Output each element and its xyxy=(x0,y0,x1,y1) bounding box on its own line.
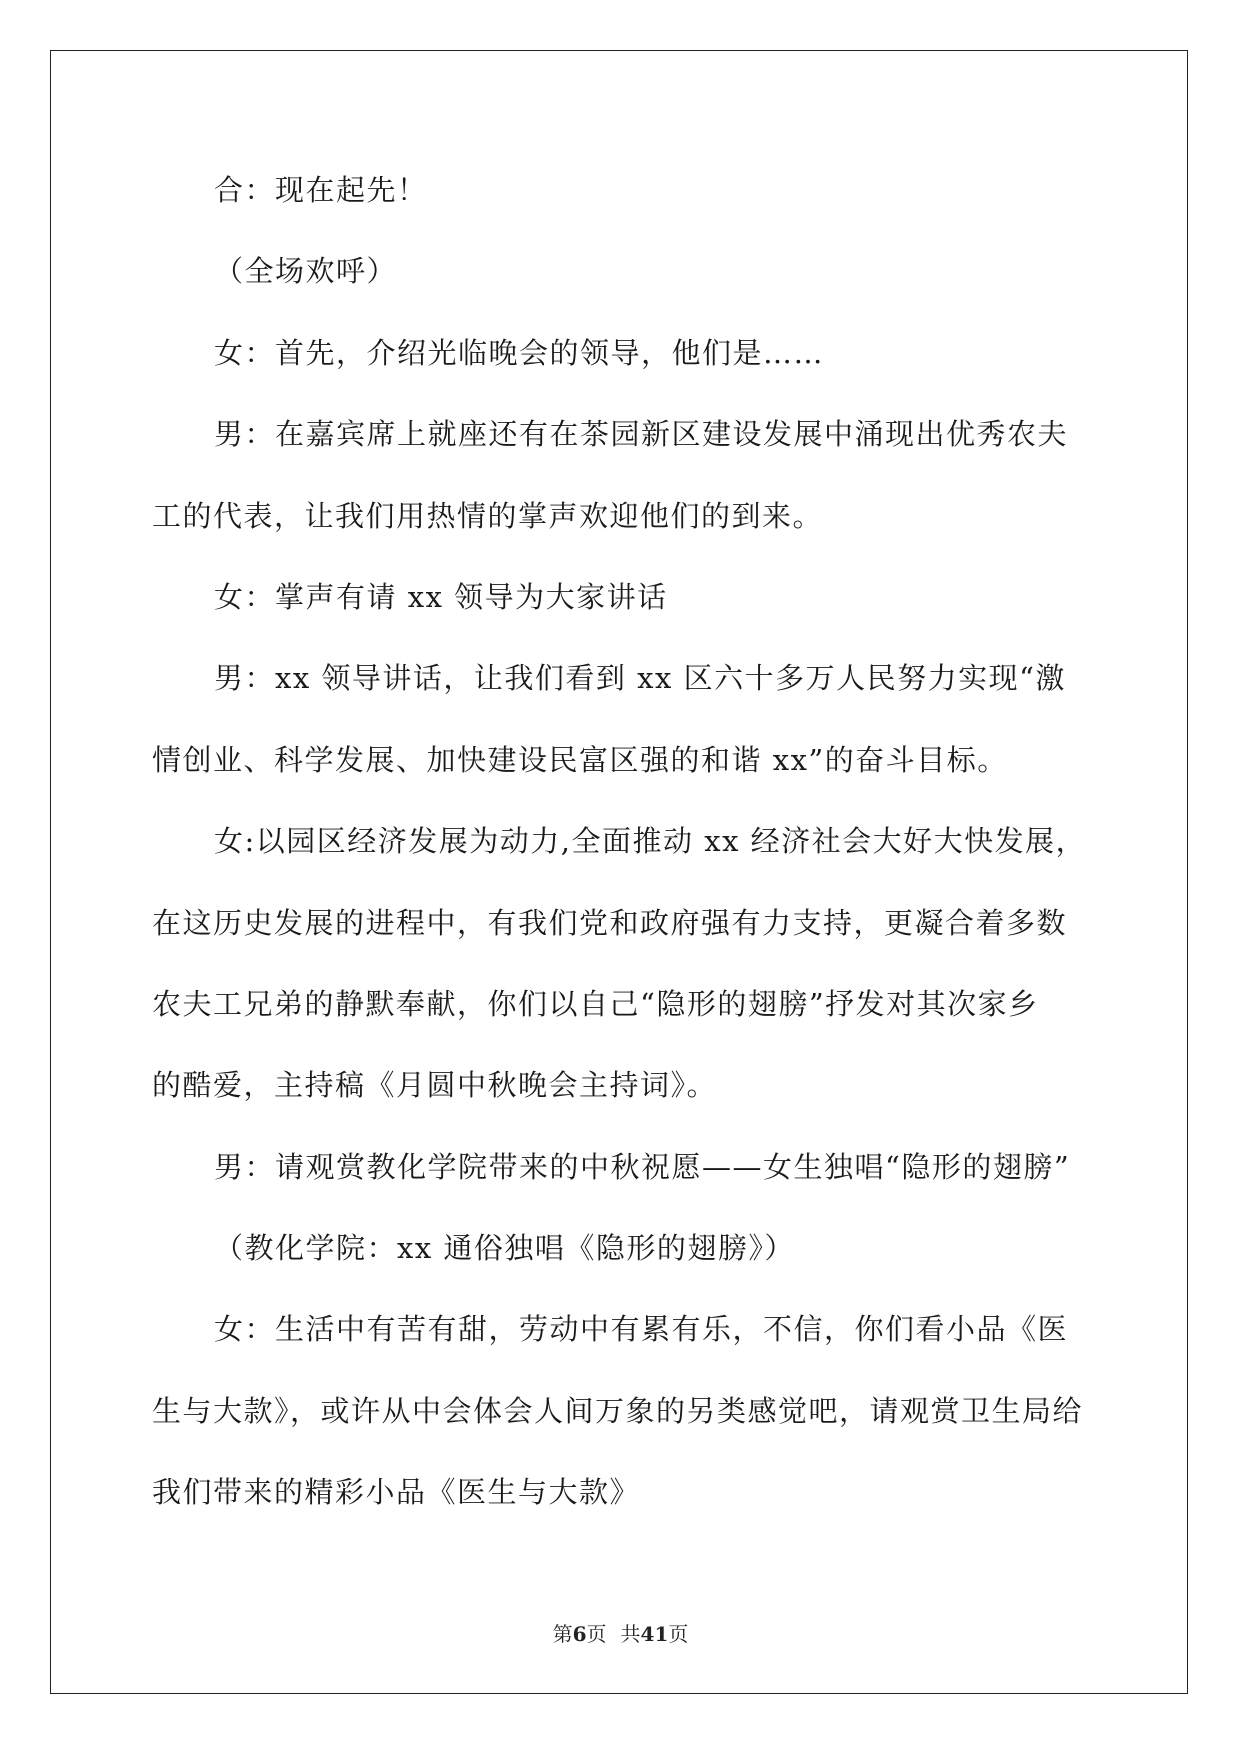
text-line: 男：xx 领导讲话，让我们看到 xx 区六十多万人民努力实现“激 xyxy=(214,661,1066,696)
text-line: 在这历史发展的进程中，有我们党和政府强有力支持，更凝合着多数 xyxy=(152,905,1068,940)
text-line: 生与大款》，或许从中会体会人间万象的另类感觉吧，请观赏卫生局给 xyxy=(152,1393,1084,1428)
text-line: 男：在嘉宾席上就座还有在茶园新区建设发展中涌现出优秀农夫 xyxy=(214,417,1069,452)
footer-total-prefix: 共 xyxy=(620,1622,641,1646)
text-line: 女：掌声有请 xx 领导为大家讲话 xyxy=(214,579,668,614)
text-line: （教化学院：xx 通俗独唱《隐形的翅膀》） xyxy=(214,1231,795,1266)
text-line: 我们带来的精彩小品《医生与大款》 xyxy=(152,1475,641,1510)
footer-prefix: 第 xyxy=(552,1622,573,1646)
text-line: 女：生活中有苦有甜，劳动中有累有乐，不信，你们看小品《医 xyxy=(214,1312,1069,1347)
text-line: 男：请观赏教化学院带来的中秋祝愿——女生独唱“隐形的翅膀” xyxy=(214,1149,1071,1184)
text-line: 情创业、科学发展、加快建设民富区强的和谐 xx”的奋斗目标。 xyxy=(152,742,1008,777)
page-number: 6 xyxy=(572,1622,587,1646)
page-footer xyxy=(0,1618,1241,1647)
document-body xyxy=(152,162,1092,1546)
total-pages: 41 xyxy=(640,1622,669,1646)
text-line: 合：现在起先！ xyxy=(214,173,428,207)
text-line: （全场欢呼） xyxy=(214,254,398,289)
text-line: 女：首先，介绍光临晚会的领导，他们是…… xyxy=(214,335,825,370)
footer-page-suffix: 页 xyxy=(586,1622,607,1646)
footer-total-suffix: 页 xyxy=(668,1622,689,1646)
text-line: 女:以园区经济发展为动力,全面推动 xx 经济社会大好大快发展， xyxy=(214,824,1087,859)
text-line: 的酷爱，主持稿《月圆中秋晚会主持词》。 xyxy=(152,1068,718,1103)
text-line: 工的代表，让我们用热情的掌声欢迎他们的到来。 xyxy=(152,498,824,533)
text-line: 农夫工兄弟的静默奉献，你们以自己“隐形的翅膀”抒发对其次家乡 xyxy=(152,986,1039,1021)
